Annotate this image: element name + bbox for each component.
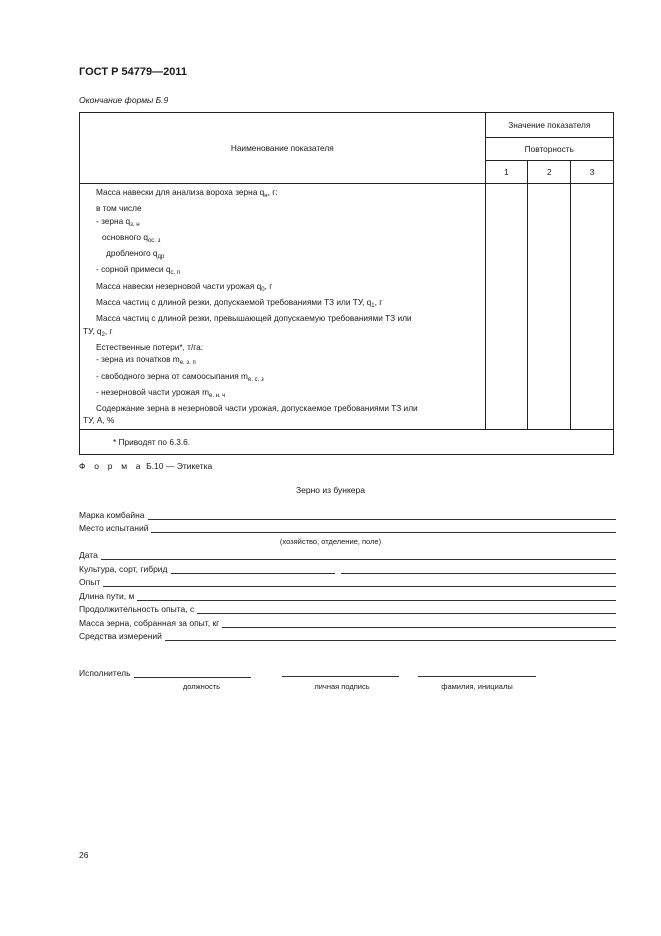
indicator-row: Естественные потери*, т/га: [96,341,204,352]
indicator-row: - сорной примеси $q_{с. п}$ [96,264,181,277]
indicator-row: дробленого $q_{др}$ [106,248,165,261]
indicator-row: Масса навески незерновой части урожая $q_0$, г [96,280,273,293]
page-number: 26 [79,850,89,860]
value-cell-2[interactable] [528,184,571,430]
indicator-row: в том числе [96,203,142,214]
indicator-row: Масса частиц с длиной резки, превышающей допускаемую требованиями ТЗ или [96,313,412,324]
grain-mass-field[interactable]: Масса зерна, собранная за опыт, кг [79,617,616,628]
place-field[interactable]: Место испытаний [79,522,616,533]
indicator-row: Содержание зерна в незерновой части урожая, допускаемое требованиями ТЗ или [96,403,418,414]
value-cell-3[interactable] [571,184,614,430]
executor-signature[interactable] [282,668,399,677]
duration-field[interactable]: Продолжительность опыта, с [79,603,616,614]
repeat-header: Повторность [485,138,613,161]
indicator-row: ТУ, A, % [83,415,115,426]
crop-field[interactable]: Культура, сорт, гибрид [79,563,616,574]
indicator-row: Масса навески для анализа вороха зерна $q_н$, г: [96,187,278,199]
position-caption: должность [182,682,221,691]
table-footnote: * Приводят по 6.3.6. [80,429,614,454]
indicator-row: ТУ, $q_2$, г [83,325,113,338]
table-caption: Окончание формы Б.9 [79,95,169,105]
indicator-row: - зерна из початков $m_{е. з. п}$ [96,354,196,367]
value-header: Значение показателя [485,113,613,138]
date-field[interactable]: Дата [79,549,616,560]
path-length-field[interactable]: Длина пути, м [79,590,616,601]
indicator-list [80,184,486,430]
label-title: Зерно из бункера [295,485,365,495]
place-hint: (хозяйство, отделение, поле) [279,537,382,546]
trial-field[interactable]: Опыт [79,576,616,587]
value-cell-1[interactable] [485,184,528,430]
document-code: ГОСТ Р 54779—2011 [79,66,187,78]
instruments-field[interactable]: Средства измерений [79,630,616,641]
indicator-row: основного $q_{ос. з}$ [102,231,161,244]
name-header: Наименование показателя [80,113,486,184]
form-title: Ф о р м а Б.10 — Этикетка [79,461,213,471]
signature-caption: личная подпись [314,682,370,691]
indicator-row: - незерновой части урожая $m_{е. н. ч}$ [96,386,226,399]
indicator-row: Масса частиц с длиной резки, допускаемой требованиями ТЗ или ТУ, $q_1$, г [96,297,383,310]
executor-position[interactable] [79,668,251,678]
indicator-row: - свободного зерна от самоосыпания $m_{е. с. з}$ [96,370,264,383]
name-caption: фамилия, инициалы [441,682,513,691]
col-header-1: 1 [485,161,528,184]
executor-name[interactable] [418,668,536,677]
brand-field[interactable]: Марка комбайна [79,509,616,520]
col-header-3: 3 [571,161,614,184]
executor-label: Исполнитель [79,668,131,678]
indicator-row: - зерна $q_{з. н}$ [96,215,140,228]
col-header-2: 2 [528,161,571,184]
indicators-table [79,112,614,455]
